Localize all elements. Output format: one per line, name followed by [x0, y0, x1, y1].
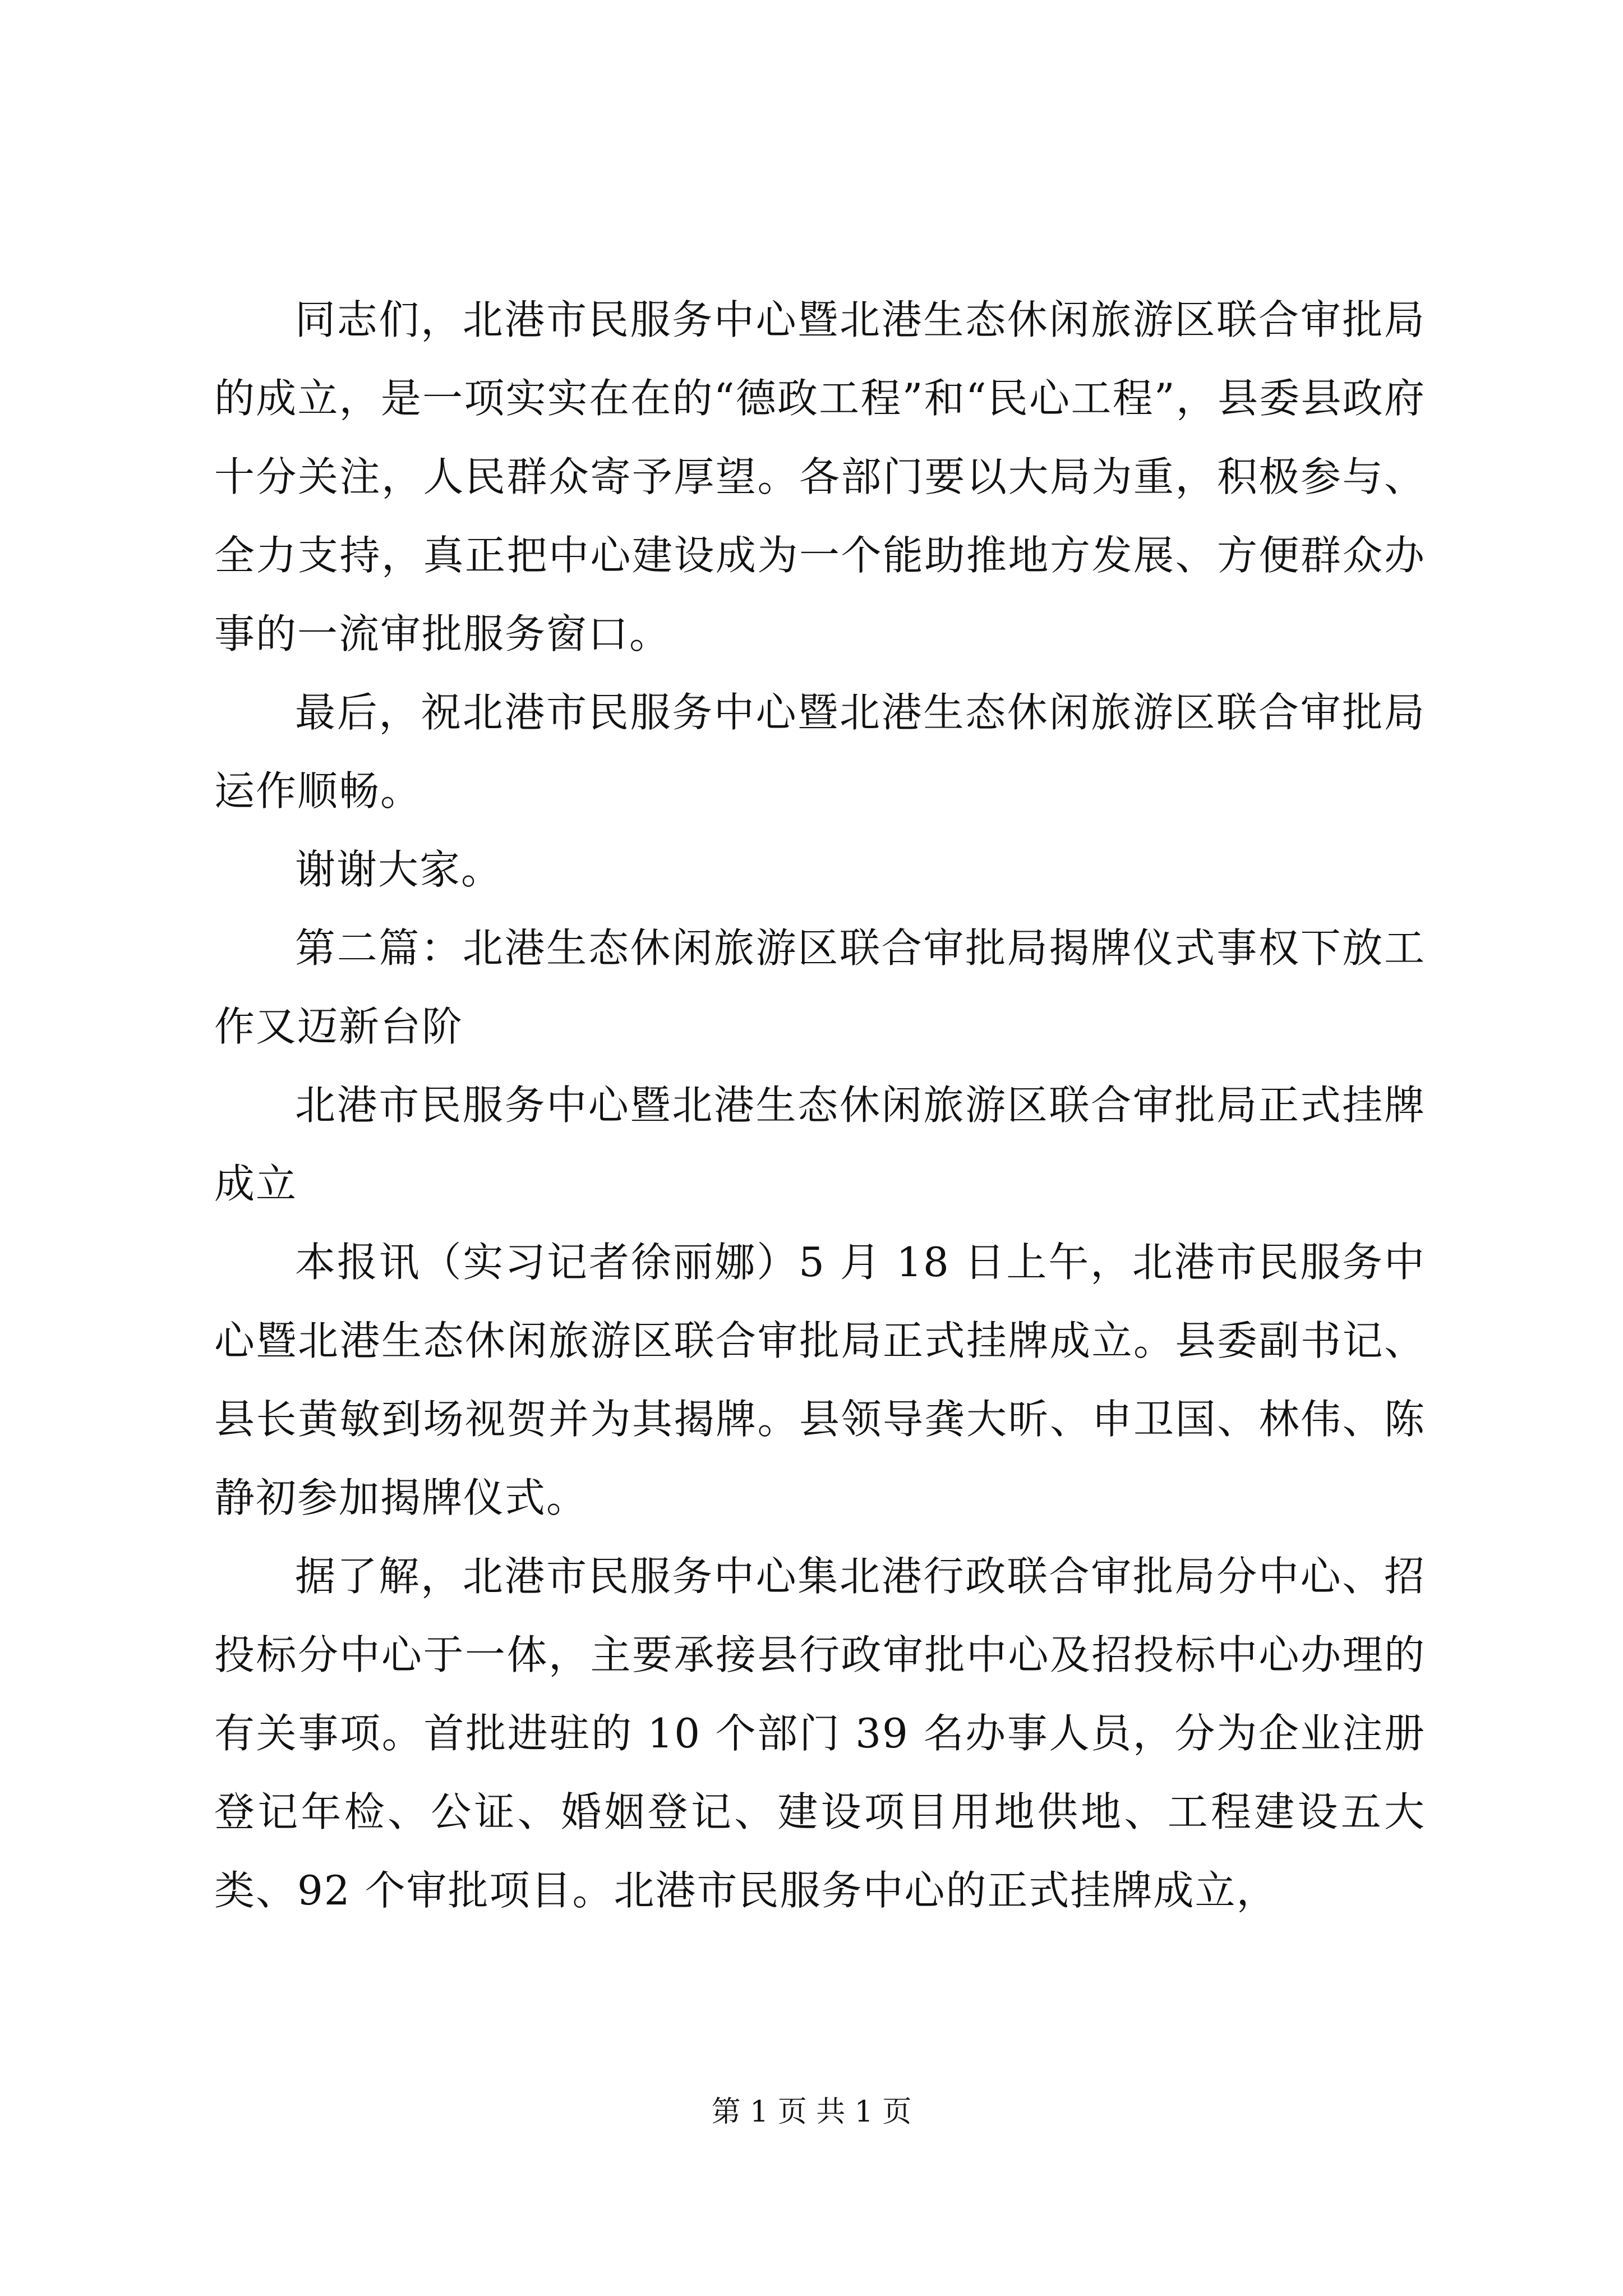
page-footer: 第 1 页 共 1 页: [711, 2095, 912, 2129]
section-heading: 第二篇：北港生态休闲旅游区联合审批局揭牌仪式事权下放工作又迈新台阶: [214, 924, 1426, 1050]
paragraph-wishes: 最后，祝北港市民服务中心暨北港生态休闲旅游区联合审批局运作顺畅。: [214, 689, 1426, 815]
paragraph-thanks: 谢谢大家。: [295, 846, 503, 893]
paragraph-details: 据了解，北港市民服务中心集北港行政联合审批局分中心、招投标分中心于一体，主要承接县行政审批中心及招投标中心办理的有关事项。首批进驻的 10 个部门 39 名办事人员，分为企业注册登记年检、公证、婚姻登记、建设项目用地供地、工程建设五大类、92 个审批项目。北港市民服务中心的正式挂牌成立，: [214, 1553, 1426, 1914]
article-headline: 北港市民服务中心暨北港生态休闲旅游区联合审批局正式挂牌成立: [214, 1082, 1426, 1207]
document-body: [214, 280, 1426, 1930]
paragraph-closing-remarks: 同志们，北港市民服务中心暨北港生态休闲旅游区联合审批局的成立，是一项实实在在的“德政工程”和“民心工程”，县委县政府十分关注，人民群众寄予厚望。各部门要以大局为重，积极参与、全力支持，真正把中心建设成为一个能助推地方发展、方便群众办事的一流审批服务窗口。: [214, 296, 1426, 657]
paragraph-news-report: 本报讯（实习记者徐丽娜）5 月 18 日上午，北港市民服务中心暨北港生态休闲旅游区联合审批局正式挂牌成立。县委副书记、县长黄敏到场视贺并为其揭牌。县领导龚大昕、申卫国、林伟、陈静初参加揭牌仪式。: [214, 1239, 1426, 1521]
